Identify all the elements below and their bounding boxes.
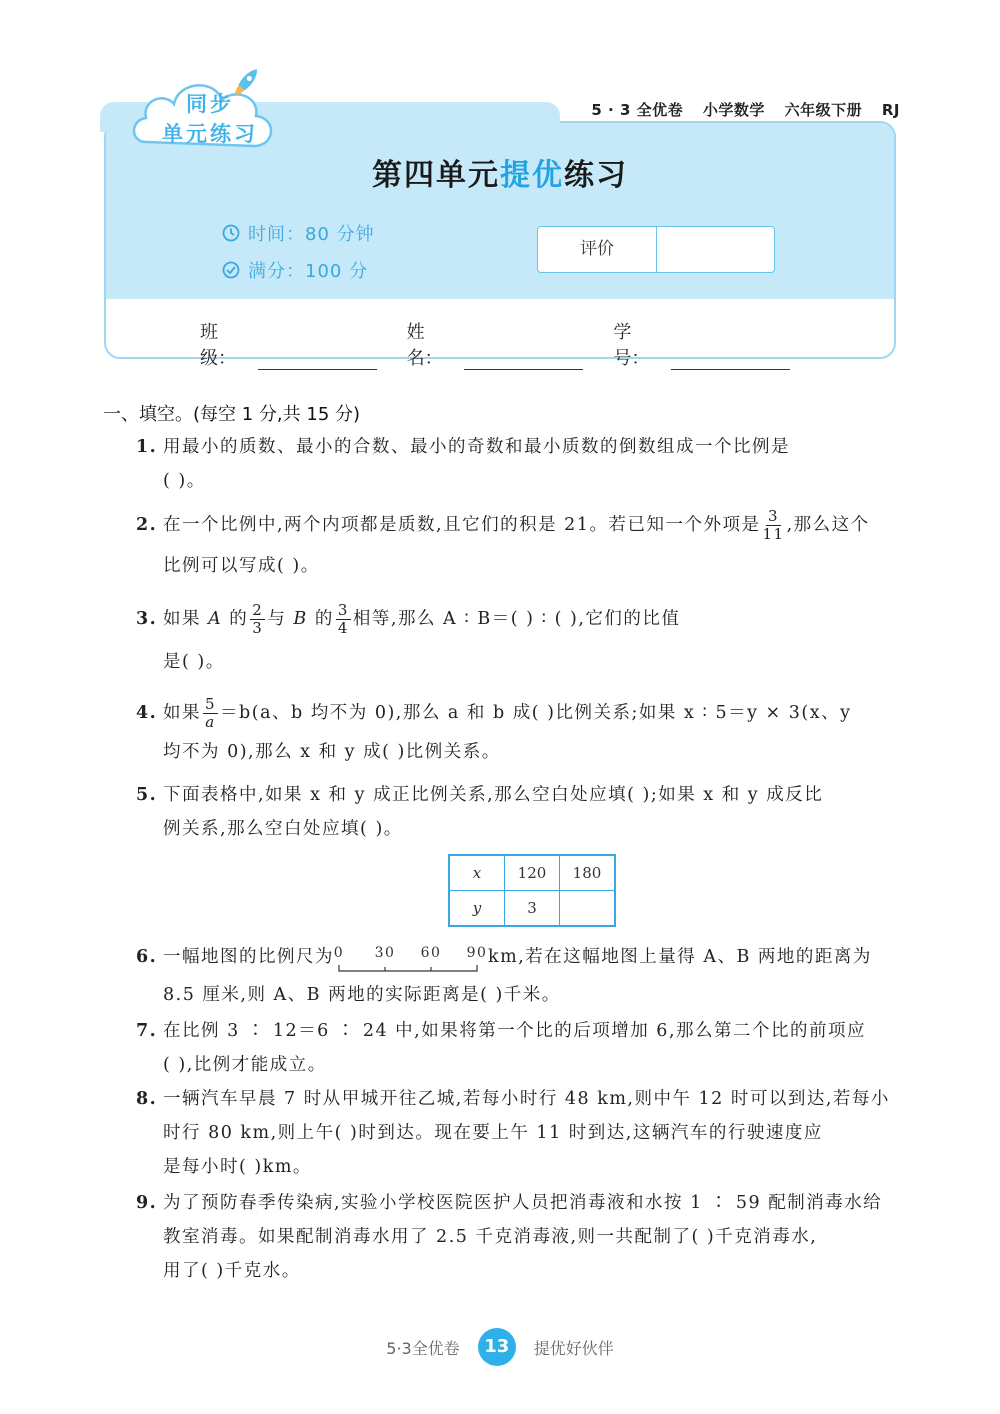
page-title bbox=[0, 150, 1000, 194]
badge-line2: 单元练习 bbox=[162, 122, 258, 146]
footer-left: 5·3全优卷 bbox=[386, 1338, 460, 1358]
question-text: 教室消毒。如果配制消毒水用了 2.5 千克消毒液,则一共配制了( )千克消毒水, bbox=[163, 1227, 818, 1247]
evaluation-box bbox=[537, 226, 775, 273]
table-cell: y bbox=[449, 891, 505, 927]
class-field[interactable] bbox=[258, 349, 377, 370]
question-text: ,那么这个 bbox=[786, 515, 870, 535]
id-field[interactable] bbox=[671, 349, 790, 370]
score-text: 满分：100 分 bbox=[248, 261, 369, 282]
question-text: 下面表格中,如果 x 和 y 成正比例关系,那么空白处应填( );如果 x 和 y 成反比 bbox=[163, 785, 824, 805]
question-1 bbox=[136, 430, 900, 498]
fraction-numerator: 5 bbox=[205, 695, 217, 713]
question-text: 比例可以写成( )。 bbox=[163, 556, 320, 576]
question-4 bbox=[136, 696, 900, 769]
scale-bar-icon bbox=[333, 943, 488, 973]
question-text: 为了预防春季传染病,实验小学校医院医护人员把消毒液和水按 1 ∶ 59 配制消毒水给 bbox=[163, 1193, 883, 1213]
fraction bbox=[762, 508, 784, 543]
question-text: 一幅地图的比例尺为 bbox=[163, 947, 334, 967]
clock-icon bbox=[222, 224, 240, 242]
series-line bbox=[560, 99, 900, 120]
fraction-denominator: 4 bbox=[337, 619, 349, 637]
question-number: 8. bbox=[136, 1089, 158, 1109]
name-field[interactable] bbox=[464, 349, 583, 370]
fraction-numerator: 2 bbox=[252, 601, 264, 619]
evaluation-field[interactable] bbox=[657, 227, 774, 272]
question-text: 是( )。 bbox=[163, 652, 225, 672]
question-text: 的 bbox=[307, 609, 334, 629]
question-text: 均不为 0),那么 x 和 y 成( )比例关系。 bbox=[163, 742, 501, 762]
evaluation-label: 评价 bbox=[538, 227, 657, 272]
question-text: 是每小时( )km。 bbox=[163, 1157, 312, 1177]
page-number: 13 bbox=[478, 1328, 516, 1366]
question-text: ( )。 bbox=[163, 471, 206, 491]
grade: 六年级下册 bbox=[784, 101, 863, 119]
question-number: 6. bbox=[136, 947, 158, 967]
question-text: 一辆汽车早晨 7 时从甲城开往乙城,若每小时行 48 km,则中午 12 时可以到达,若每小 bbox=[163, 1089, 890, 1109]
question-number: 5. bbox=[136, 785, 158, 805]
scale-tick-90: 90 bbox=[466, 944, 488, 961]
subject: 小学数学 bbox=[702, 101, 765, 119]
question-text: ,若在这幅地图上量得 A、B 两地的距离为 bbox=[518, 947, 872, 967]
class-label: 班级： bbox=[200, 322, 236, 369]
title-highlight: 提优 bbox=[500, 158, 564, 193]
question-text: 在一个比例中,两个内项都是质数,且它们的积是 21。若已知一个外项是 bbox=[163, 515, 761, 535]
xy-table bbox=[448, 854, 616, 927]
section-heading: 一、填空。(每空 1 分,共 15 分) bbox=[103, 404, 361, 425]
badge-line1: 同步 bbox=[186, 92, 234, 116]
time-text: 时间：80 分钟 bbox=[248, 224, 375, 245]
question-5 bbox=[136, 778, 900, 846]
student-info-row bbox=[200, 318, 820, 370]
fraction-denominator: 3 bbox=[252, 619, 264, 637]
fraction bbox=[336, 602, 351, 637]
question-text: ( ),比例才能成立。 bbox=[163, 1055, 327, 1075]
table-cell: 120 bbox=[505, 855, 560, 891]
page-footer bbox=[0, 1330, 1000, 1364]
question-number: 4. bbox=[136, 703, 158, 723]
table-row bbox=[449, 855, 615, 891]
question-text: 用最小的质数、最小的合数、最小的奇数和最小质数的倒数组成一个比例是 bbox=[163, 437, 790, 457]
question-number: 2. bbox=[136, 515, 158, 535]
question-text: ＝b(a、b 均不为 0),那么 a 和 b 成( )比例关系;如果 x ∶ 5＝y × 3(x、y bbox=[220, 703, 852, 723]
question-number: 1. bbox=[136, 437, 158, 457]
map-scale bbox=[333, 943, 488, 973]
question-7 bbox=[136, 1014, 900, 1082]
edition: RJ bbox=[881, 101, 900, 119]
fraction-denominator: 11 bbox=[762, 525, 785, 543]
fraction-numerator: 3 bbox=[337, 601, 349, 619]
fraction-numerator: 3 bbox=[767, 507, 780, 525]
question-text: 用了( )千克水。 bbox=[163, 1261, 301, 1281]
title-part2: 练习 bbox=[564, 158, 628, 193]
table-cell: x bbox=[449, 855, 505, 891]
question-9 bbox=[136, 1186, 900, 1288]
question-6 bbox=[136, 940, 900, 1012]
scale-tick-0: 0 bbox=[333, 944, 345, 961]
scale-tick-30: 30 bbox=[374, 944, 396, 961]
name-label: 姓名： bbox=[406, 322, 443, 369]
question-2 bbox=[136, 508, 900, 583]
fraction bbox=[250, 602, 265, 637]
question-number: 3. bbox=[136, 609, 158, 629]
score-info bbox=[222, 257, 368, 283]
fraction-denominator: a bbox=[205, 713, 216, 731]
question-text: 的 bbox=[222, 609, 249, 629]
question-text: 与 bbox=[267, 609, 294, 629]
question-text: 8.5 厘米,则 A、B 两地的实际距离是( )千米。 bbox=[163, 985, 561, 1005]
table-cell[interactable] bbox=[560, 891, 616, 927]
question-number: 9. bbox=[136, 1193, 158, 1213]
question-text: 例关系,那么空白处应填( )。 bbox=[163, 819, 403, 839]
id-label: 学号： bbox=[613, 322, 650, 369]
series-name: 5 · 3 全优卷 bbox=[591, 101, 684, 119]
variable: A bbox=[208, 609, 223, 629]
variable: B bbox=[293, 609, 308, 629]
scale-unit: km bbox=[488, 947, 519, 967]
check-icon bbox=[222, 261, 240, 279]
question-text: 相等,那么 A ∶ B＝( ) ∶ ( ),它们的比值 bbox=[352, 609, 681, 629]
question-3 bbox=[136, 602, 900, 679]
scale-tick-60: 60 bbox=[420, 944, 442, 961]
question-text: 时行 80 km,则上午( )时到达。现在要上午 11 时到达,这辆汽车的行驶速度应 bbox=[163, 1123, 823, 1143]
fraction bbox=[203, 696, 218, 731]
question-text: 在比例 3 ∶ 12＝6 ∶ 24 中,如果将第一个比的后项增加 6,那么第二个比的前项应 bbox=[163, 1021, 867, 1041]
title-part1: 第四单元 bbox=[372, 158, 500, 193]
question-text: 如果 bbox=[163, 609, 209, 629]
table-cell: 3 bbox=[505, 891, 560, 927]
table-row bbox=[449, 891, 615, 927]
footer-right: 提优好伙伴 bbox=[533, 1338, 614, 1358]
time-info bbox=[222, 220, 375, 246]
question-number: 7. bbox=[136, 1021, 158, 1041]
question-8 bbox=[136, 1082, 900, 1184]
table-cell: 180 bbox=[560, 855, 616, 891]
question-text: 如果 bbox=[163, 703, 201, 723]
